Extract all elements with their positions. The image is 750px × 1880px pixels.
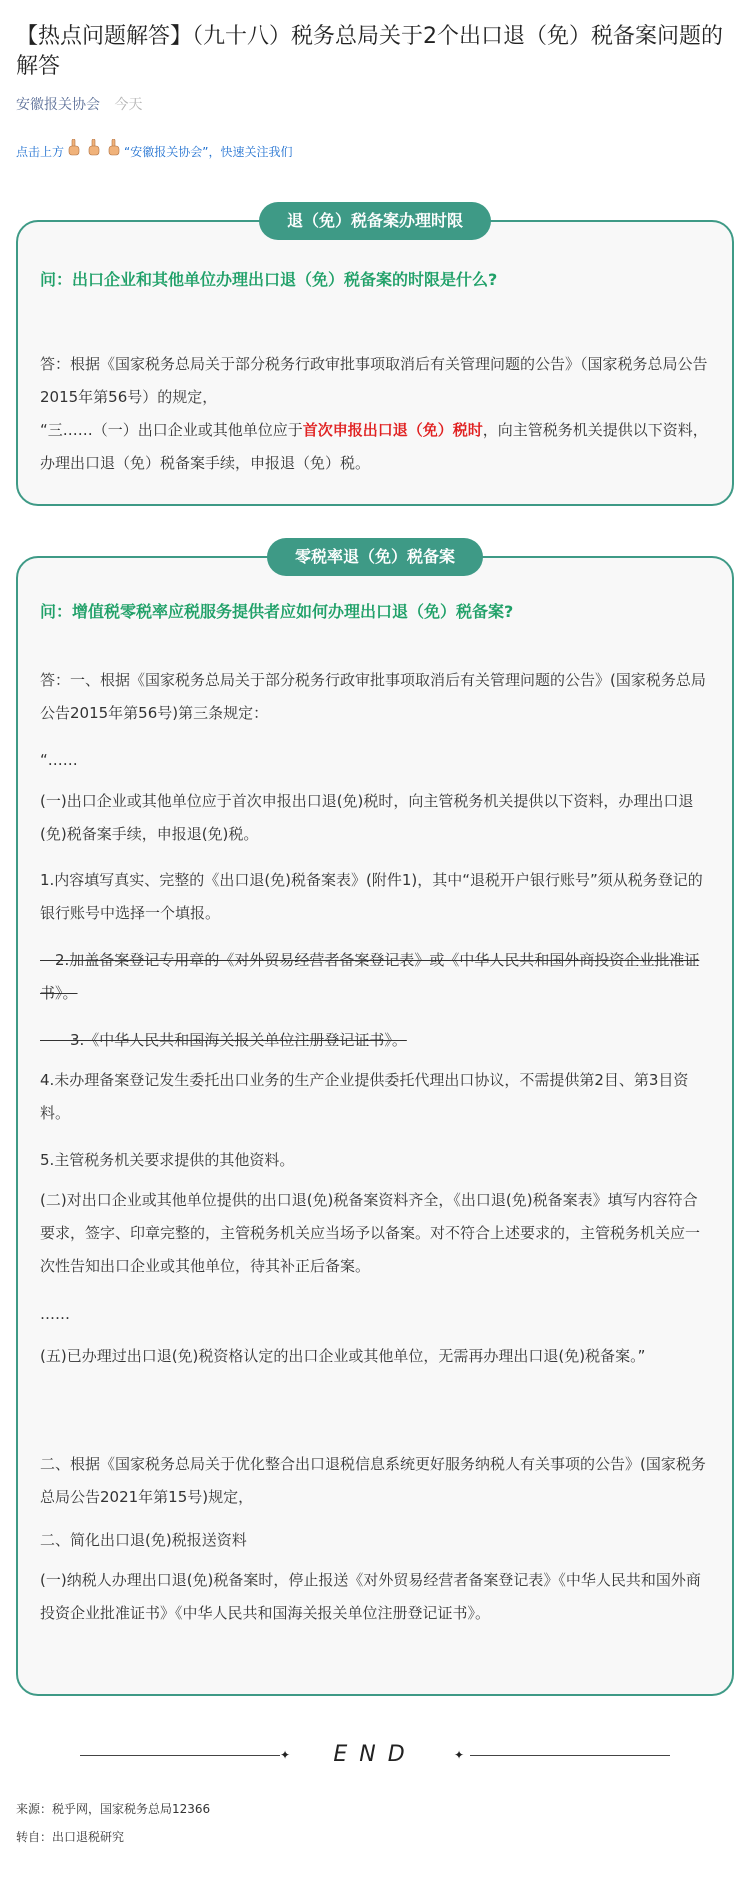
answer-paragraph: 1.内容填写真实、完整的《出口退(免)税备案表》(附件1)，其中“退税开户银行账号”须从税务登记的银行账号中选择一个填报。: [40, 871, 703, 922]
struck-paragraph: 2.加盖备案登记专用章的《对外贸易经营者备案登记表》或《中华人民共和国外商投资企业批准证书》。: [40, 951, 700, 1002]
question-text: 问：出口企业和其他单位办理出口退（免）税备案的时限是什么?: [40, 270, 498, 289]
answer-paragraph: 答：一、根据《国家税务总局关于部分税务行政审批事项取消后有关管理问题的公告》(国家税务总局公告2015年第56号)第三条规定：: [40, 671, 706, 722]
answer-paragraph: (一)纳税人办理出口退(免)税备案时，停止报送《对外贸易经营者备案登记表》《中华人民共和国外商投资企业批准证书》《中华人民共和国海关报关单位注册登记证书》。: [40, 1571, 701, 1622]
answer-paragraph: (五)已办理过出口退(免)税资格认定的出口企业或其他单位，无需再办理出口退(免)税备案。”: [40, 1347, 646, 1365]
section-heading: 退（免）税备案办理时限: [259, 202, 491, 240]
answer-paragraph: [40, 414, 712, 480]
repost-note: 转自：出口退税研究: [16, 1830, 125, 1844]
answer-paragraph: (一)出口企业或其他单位应于首次申报出口退(免)税时，向主管税务机关提供以下资料，办理出口退(免)税备案手续，申报退(免)税。: [40, 792, 694, 843]
divider-line: [470, 1755, 670, 1756]
ornament-icon: ✦: [454, 1748, 465, 1762]
follow-prompt[interactable]: [16, 142, 292, 160]
follow-prefix: 点击上方: [16, 144, 65, 159]
article-meta: [16, 94, 142, 114]
pointing-hand-icon: [107, 139, 121, 157]
highlight-text: 首次申报出口退（免）税时: [302, 421, 483, 439]
question-text: 问：增值税零税率应税服务提供者应如何办理出口退（免）税备案?: [40, 602, 514, 621]
article-title: 【热点问题解答】（九十八）税务总局关于2个出口退（免）税备案问题的解答: [16, 24, 723, 79]
section-zero-rate-filing: [16, 547, 734, 1696]
source-note: 来源：税乎网，国家税务总局12366: [16, 1802, 211, 1816]
answer-text: ，向主管税务机关提供以下资料，办理出口退（免）税备案手续，申报退（免）税。: [40, 421, 708, 472]
answer-paragraph: ……: [40, 1305, 70, 1323]
pointing-hand-icon: [67, 139, 81, 157]
pointing-hand-icon: [87, 139, 101, 157]
answer-paragraph: 答：根据《国家税务总局关于部分税务行政审批事项取消后有关管理问题的公告》（国家税务总局公告2015年第56号）的规定，: [40, 355, 708, 406]
answer-paragraph: “……: [40, 751, 78, 769]
answer-text: “三……（一）出口企业或其他单位应于: [40, 421, 303, 439]
answer-paragraph: (二)对出口企业或其他单位提供的出口退(免)税备案资料齐全，《出口退(免)税备案表》填写内容符合要求，签字、印章完整的，主管税务机关应当场予以备案。对不符合上述要求的，主管税务机关应一次性告知出口企业或其他单位，待其补正后备案。: [40, 1191, 701, 1275]
section-heading: 零税率退（免）税备案: [267, 538, 483, 576]
answer-paragraph: 4.未办理备案登记发生委托出口业务的生产企业提供委托代理出口协议，不需提供第2目、第3目资料。: [40, 1071, 689, 1122]
publish-date: 今天: [114, 97, 143, 113]
author-link[interactable]: 安徽报关协会: [16, 97, 100, 113]
end-divider: [80, 1740, 670, 1770]
answer-paragraph: 5.主管税务机关要求提供的其他资料。: [40, 1151, 295, 1169]
answer-paragraph: 二、根据《国家税务总局关于优化整合出口退税信息系统更好服务纳税人有关事项的公告》(国家税务总局公告2021年第15号)规定，: [40, 1455, 706, 1506]
ornament-icon: ✦: [280, 1748, 291, 1762]
struck-paragraph: 3.《中华人民共和国海关报关单位注册登记证书》。: [40, 1031, 407, 1049]
end-text: END: [333, 1742, 417, 1767]
follow-suffix: “安徽报关协会”，快速关注我们: [124, 144, 293, 159]
answer-paragraph: 二、简化出口退(免)税报送资料: [40, 1531, 247, 1549]
section-filing-deadline: [16, 211, 734, 506]
